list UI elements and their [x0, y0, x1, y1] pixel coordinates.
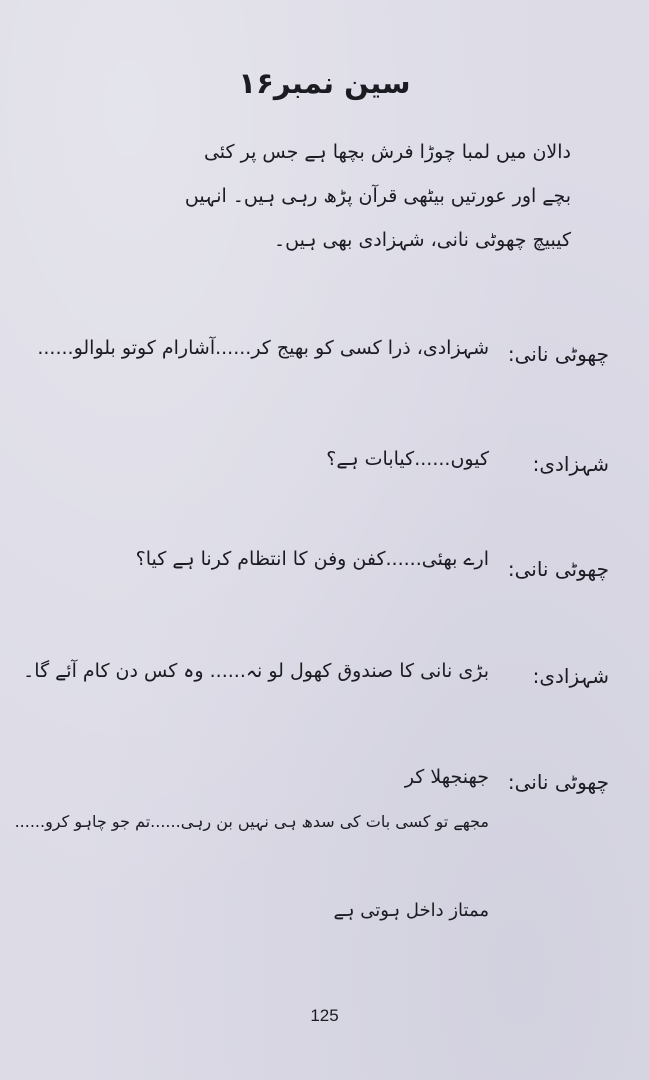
- dialogue-line: مجھے تو کسی بات کی سدھ ہی نہیں بن رہی......تم جو چاہو کرو......: [14, 812, 489, 831]
- speaker-name: چھوٹی نانی:: [507, 342, 609, 366]
- speaker-name: چھوٹی نانی:: [507, 557, 609, 581]
- dialogue-line: ارے بھئی......کفن وفن کا انتظام کرنا ہے کیا؟: [135, 548, 489, 570]
- speaker-name: شہزادی:: [532, 452, 609, 476]
- dialogue-line: کیوں......کیابات ہے؟: [326, 448, 489, 470]
- description-line: بچے اور عورتیں بیٹھی قرآن پڑھ رہی ہیں۔ انہیں: [184, 185, 571, 207]
- description-line: کیبیچ چھوٹی نانی، شہزادی بھی ہیں۔: [274, 229, 571, 251]
- dialogue-line: شہزادی، ذرا کسی کو بھیج کر......آشارام کوتو بلوالو......: [37, 337, 489, 359]
- page-number: 125: [310, 1006, 339, 1025]
- stage-direction: ممتاز داخل ہوتی ہے: [333, 900, 489, 921]
- speaker-name: چھوٹی نانی:: [507, 770, 609, 794]
- dialogue-direction: جھنجھلا کر: [404, 766, 489, 788]
- scene-description: [71, 130, 571, 262]
- dialogue-line: بڑی نانی کا صندوق کھول لو نہ...... وہ کس دن کام آئے گا۔: [23, 660, 489, 682]
- scene-title: سین نمبر۱۶: [238, 66, 411, 100]
- speaker-name: شہزادی:: [532, 664, 609, 688]
- description-line: دالان میں لمبا چوڑا فرش بچھا ہے جس پر کئی: [203, 141, 571, 163]
